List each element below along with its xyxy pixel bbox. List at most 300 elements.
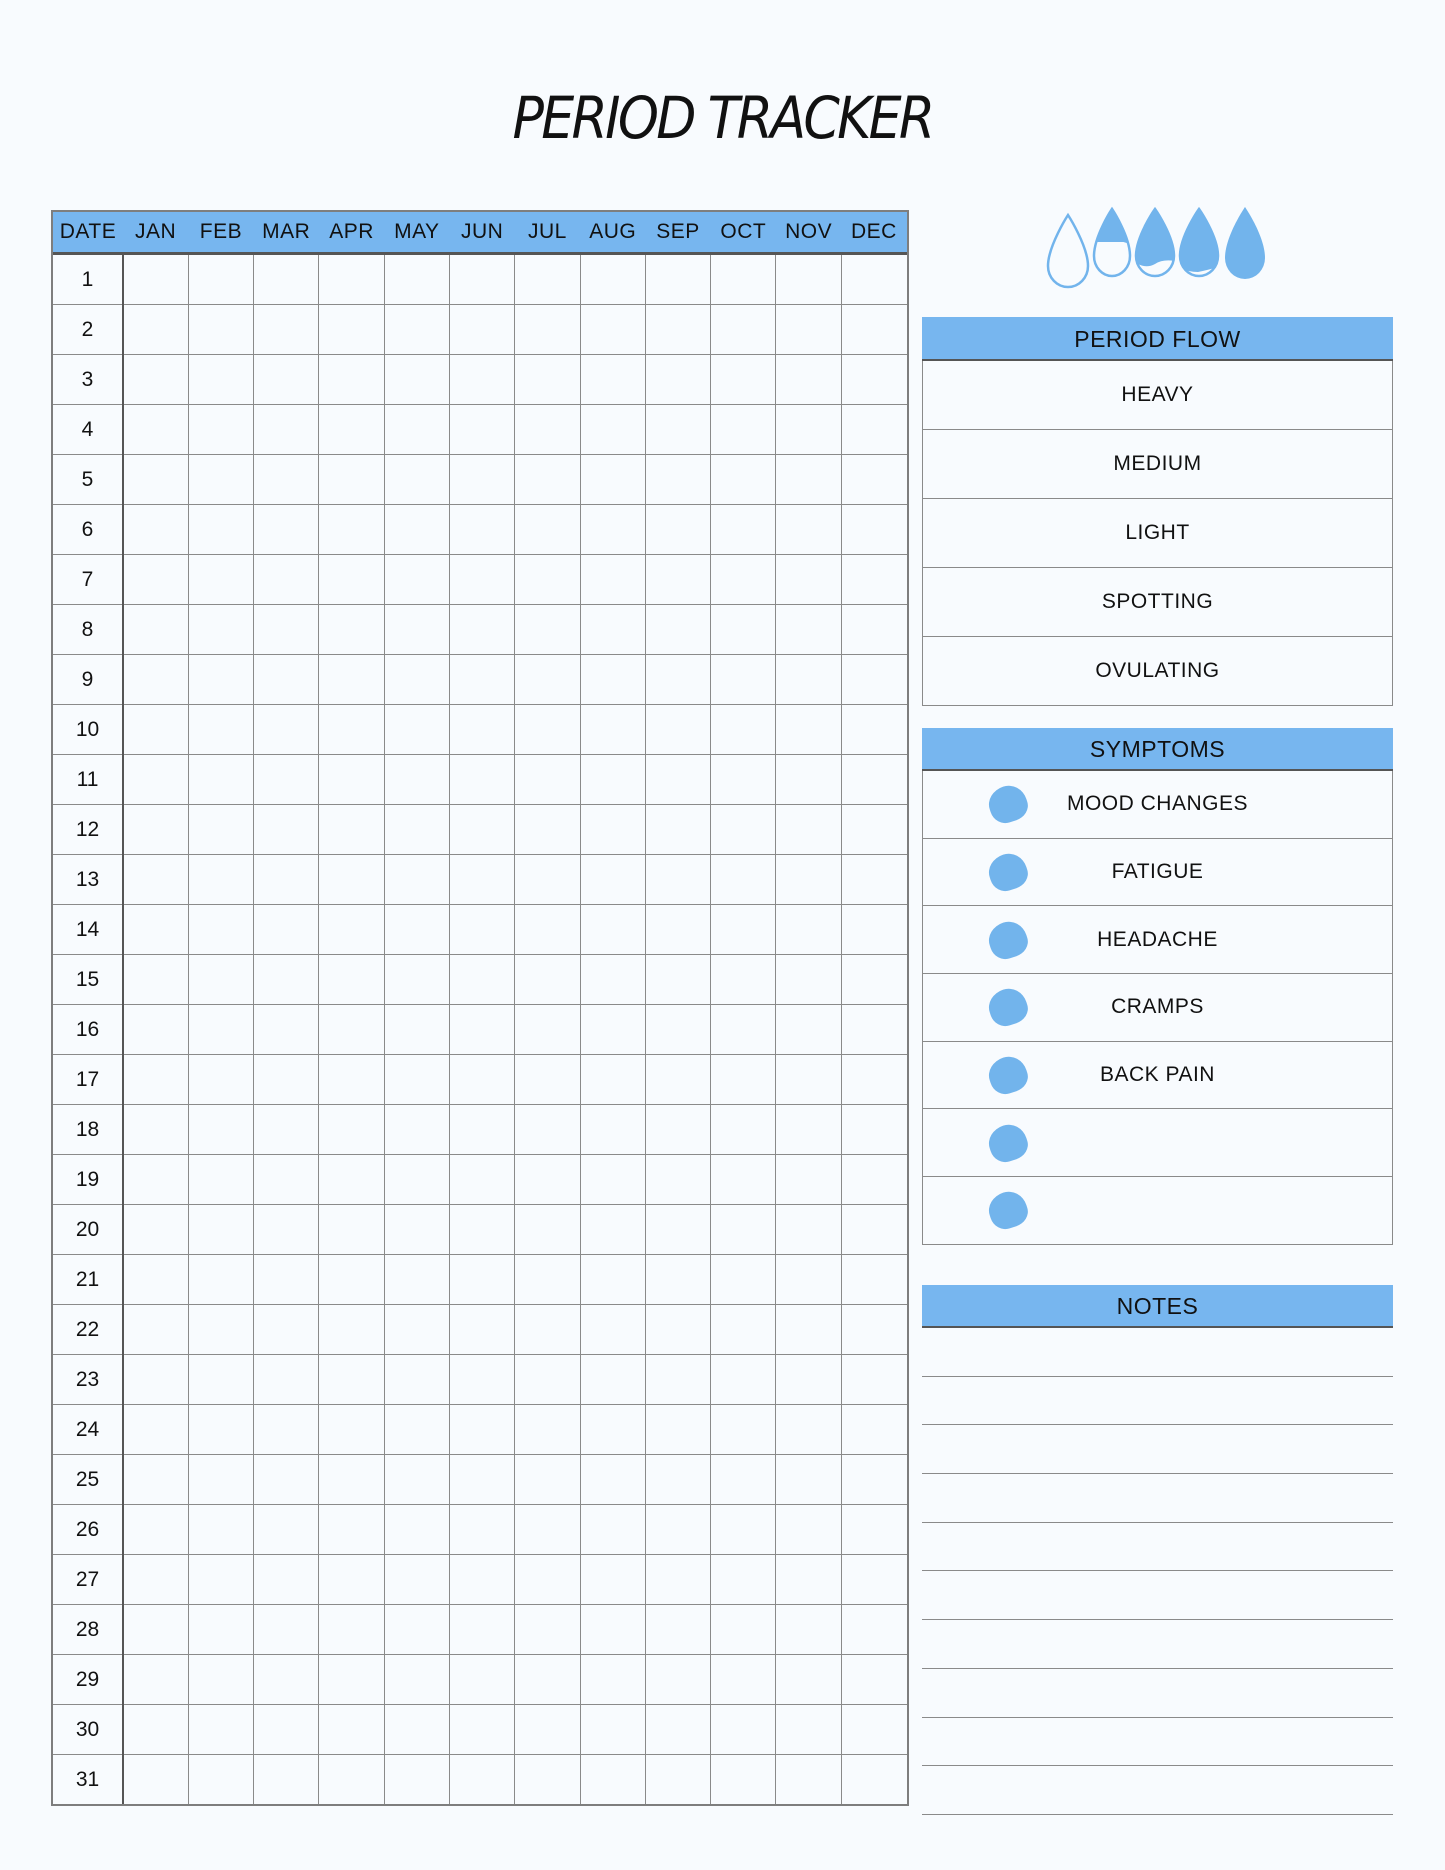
tracker-cell-feb[interactable] bbox=[188, 1655, 253, 1705]
tracker-cell-oct[interactable] bbox=[711, 1255, 776, 1305]
tracker-cell-nov[interactable] bbox=[776, 1605, 841, 1655]
tracker-cell-dec[interactable] bbox=[841, 955, 906, 1005]
tracker-cell-oct[interactable] bbox=[711, 505, 776, 555]
tracker-cell-jan[interactable] bbox=[123, 655, 188, 705]
tracker-cell-mar[interactable] bbox=[254, 555, 319, 605]
tracker-cell-may[interactable] bbox=[384, 1355, 449, 1405]
tracker-cell-oct[interactable] bbox=[711, 705, 776, 755]
tracker-cell-nov[interactable] bbox=[776, 405, 841, 455]
tracker-cell-jun[interactable] bbox=[449, 1005, 514, 1055]
tracker-cell-feb[interactable] bbox=[188, 1305, 253, 1355]
note-line[interactable] bbox=[922, 1620, 1393, 1669]
tracker-cell-oct[interactable] bbox=[711, 905, 776, 955]
tracker-cell-jun[interactable] bbox=[449, 1705, 514, 1755]
tracker-cell-feb[interactable] bbox=[188, 605, 253, 655]
tracker-cell-nov[interactable] bbox=[776, 305, 841, 355]
symptom-marker-icon[interactable] bbox=[984, 984, 1031, 1030]
tracker-cell-mar[interactable] bbox=[254, 305, 319, 355]
tracker-cell-jan[interactable] bbox=[123, 1605, 188, 1655]
tracker-cell-dec[interactable] bbox=[841, 355, 906, 405]
tracker-cell-mar[interactable] bbox=[254, 805, 319, 855]
tracker-cell-apr[interactable] bbox=[319, 505, 384, 555]
tracker-cell-aug[interactable] bbox=[580, 355, 645, 405]
tracker-cell-sep[interactable] bbox=[645, 405, 710, 455]
tracker-cell-jan[interactable] bbox=[123, 455, 188, 505]
tracker-cell-nov[interactable] bbox=[776, 1155, 841, 1205]
tracker-cell-sep[interactable] bbox=[645, 555, 710, 605]
tracker-cell-feb[interactable] bbox=[188, 505, 253, 555]
tracker-cell-aug[interactable] bbox=[580, 254, 645, 305]
tracker-cell-may[interactable] bbox=[384, 1155, 449, 1205]
tracker-cell-sep[interactable] bbox=[645, 254, 710, 305]
tracker-cell-dec[interactable] bbox=[841, 1455, 906, 1505]
tracker-cell-feb[interactable] bbox=[188, 1005, 253, 1055]
tracker-cell-dec[interactable] bbox=[841, 605, 906, 655]
tracker-cell-jul[interactable] bbox=[515, 555, 580, 605]
tracker-cell-sep[interactable] bbox=[645, 1705, 710, 1755]
tracker-cell-oct[interactable] bbox=[711, 1455, 776, 1505]
tracker-cell-apr[interactable] bbox=[319, 405, 384, 455]
tracker-cell-jul[interactable] bbox=[515, 1255, 580, 1305]
tracker-cell-dec[interactable] bbox=[841, 1505, 906, 1555]
tracker-cell-apr[interactable] bbox=[319, 1555, 384, 1605]
tracker-cell-oct[interactable] bbox=[711, 1705, 776, 1755]
tracker-cell-mar[interactable] bbox=[254, 1305, 319, 1355]
tracker-cell-jun[interactable] bbox=[449, 355, 514, 405]
tracker-cell-may[interactable] bbox=[384, 555, 449, 605]
tracker-cell-dec[interactable] bbox=[841, 1405, 906, 1455]
tracker-cell-mar[interactable] bbox=[254, 1705, 319, 1755]
tracker-cell-jan[interactable] bbox=[123, 1655, 188, 1705]
tracker-cell-jun[interactable] bbox=[449, 1655, 514, 1705]
tracker-cell-mar[interactable] bbox=[254, 1205, 319, 1255]
tracker-cell-may[interactable] bbox=[384, 1555, 449, 1605]
tracker-cell-mar[interactable] bbox=[254, 1455, 319, 1505]
tracker-cell-apr[interactable] bbox=[319, 1455, 384, 1505]
tracker-cell-jan[interactable] bbox=[123, 1255, 188, 1305]
tracker-cell-dec[interactable] bbox=[841, 505, 906, 555]
tracker-cell-jul[interactable] bbox=[515, 1355, 580, 1405]
tracker-cell-aug[interactable] bbox=[580, 1655, 645, 1705]
tracker-cell-may[interactable] bbox=[384, 855, 449, 905]
tracker-cell-may[interactable] bbox=[384, 505, 449, 555]
tracker-cell-jun[interactable] bbox=[449, 1055, 514, 1105]
tracker-cell-jul[interactable] bbox=[515, 905, 580, 955]
tracker-cell-aug[interactable] bbox=[580, 655, 645, 705]
tracker-cell-nov[interactable] bbox=[776, 805, 841, 855]
tracker-cell-apr[interactable] bbox=[319, 455, 384, 505]
tracker-cell-jul[interactable] bbox=[515, 1005, 580, 1055]
tracker-cell-jul[interactable] bbox=[515, 655, 580, 705]
tracker-cell-dec[interactable] bbox=[841, 705, 906, 755]
tracker-cell-mar[interactable] bbox=[254, 455, 319, 505]
tracker-cell-dec[interactable] bbox=[841, 655, 906, 705]
tracker-cell-feb[interactable] bbox=[188, 1555, 253, 1605]
tracker-cell-jun[interactable] bbox=[449, 1505, 514, 1555]
tracker-cell-jul[interactable] bbox=[515, 1705, 580, 1755]
tracker-cell-aug[interactable] bbox=[580, 1005, 645, 1055]
tracker-cell-apr[interactable] bbox=[319, 1205, 384, 1255]
tracker-cell-jun[interactable] bbox=[449, 254, 514, 305]
tracker-cell-nov[interactable] bbox=[776, 855, 841, 905]
tracker-cell-jul[interactable] bbox=[515, 1505, 580, 1555]
tracker-cell-mar[interactable] bbox=[254, 1755, 319, 1805]
tracker-cell-apr[interactable] bbox=[319, 1705, 384, 1755]
tracker-cell-may[interactable] bbox=[384, 705, 449, 755]
tracker-cell-apr[interactable] bbox=[319, 955, 384, 1005]
tracker-cell-sep[interactable] bbox=[645, 605, 710, 655]
tracker-cell-feb[interactable] bbox=[188, 1705, 253, 1755]
tracker-cell-jul[interactable] bbox=[515, 955, 580, 1005]
tracker-cell-nov[interactable] bbox=[776, 605, 841, 655]
tracker-cell-nov[interactable] bbox=[776, 1655, 841, 1705]
tracker-cell-jan[interactable] bbox=[123, 1305, 188, 1355]
tracker-cell-jan[interactable] bbox=[123, 405, 188, 455]
tracker-cell-feb[interactable] bbox=[188, 1155, 253, 1205]
tracker-cell-oct[interactable] bbox=[711, 605, 776, 655]
tracker-cell-aug[interactable] bbox=[580, 955, 645, 1005]
tracker-cell-jul[interactable] bbox=[515, 1655, 580, 1705]
tracker-cell-sep[interactable] bbox=[645, 1555, 710, 1605]
tracker-cell-mar[interactable] bbox=[254, 1555, 319, 1605]
tracker-cell-may[interactable] bbox=[384, 1755, 449, 1805]
tracker-cell-nov[interactable] bbox=[776, 1455, 841, 1505]
tracker-cell-apr[interactable] bbox=[319, 1155, 384, 1205]
tracker-cell-apr[interactable] bbox=[319, 605, 384, 655]
tracker-cell-jan[interactable] bbox=[123, 1005, 188, 1055]
tracker-cell-aug[interactable] bbox=[580, 405, 645, 455]
tracker-cell-feb[interactable] bbox=[188, 1205, 253, 1255]
tracker-cell-jun[interactable] bbox=[449, 1455, 514, 1505]
tracker-cell-jan[interactable] bbox=[123, 705, 188, 755]
tracker-cell-dec[interactable] bbox=[841, 1105, 906, 1155]
tracker-cell-may[interactable] bbox=[384, 955, 449, 1005]
tracker-cell-dec[interactable] bbox=[841, 1705, 906, 1755]
tracker-cell-oct[interactable] bbox=[711, 1055, 776, 1105]
tracker-cell-apr[interactable] bbox=[319, 1105, 384, 1155]
tracker-cell-aug[interactable] bbox=[580, 1055, 645, 1105]
tracker-cell-mar[interactable] bbox=[254, 505, 319, 555]
tracker-cell-jun[interactable] bbox=[449, 1355, 514, 1405]
tracker-cell-feb[interactable] bbox=[188, 705, 253, 755]
tracker-cell-feb[interactable] bbox=[188, 805, 253, 855]
tracker-cell-jul[interactable] bbox=[515, 855, 580, 905]
tracker-cell-apr[interactable] bbox=[319, 555, 384, 605]
tracker-cell-mar[interactable] bbox=[254, 1105, 319, 1155]
tracker-cell-feb[interactable] bbox=[188, 1755, 253, 1805]
tracker-cell-feb[interactable] bbox=[188, 305, 253, 355]
tracker-cell-jan[interactable] bbox=[123, 1455, 188, 1505]
tracker-cell-jan[interactable] bbox=[123, 505, 188, 555]
tracker-cell-sep[interactable] bbox=[645, 1355, 710, 1405]
tracker-cell-feb[interactable] bbox=[188, 355, 253, 405]
tracker-cell-oct[interactable] bbox=[711, 805, 776, 855]
tracker-cell-nov[interactable] bbox=[776, 1055, 841, 1105]
tracker-cell-dec[interactable] bbox=[841, 855, 906, 905]
tracker-cell-dec[interactable] bbox=[841, 755, 906, 805]
tracker-cell-may[interactable] bbox=[384, 755, 449, 805]
tracker-cell-mar[interactable] bbox=[254, 405, 319, 455]
tracker-cell-sep[interactable] bbox=[645, 655, 710, 705]
tracker-cell-aug[interactable] bbox=[580, 1405, 645, 1455]
tracker-cell-mar[interactable] bbox=[254, 1405, 319, 1455]
tracker-cell-aug[interactable] bbox=[580, 1705, 645, 1755]
note-line[interactable] bbox=[922, 1669, 1393, 1718]
tracker-cell-sep[interactable] bbox=[645, 1205, 710, 1255]
tracker-cell-oct[interactable] bbox=[711, 405, 776, 455]
tracker-cell-apr[interactable] bbox=[319, 705, 384, 755]
tracker-cell-mar[interactable] bbox=[254, 955, 319, 1005]
tracker-cell-may[interactable] bbox=[384, 1205, 449, 1255]
tracker-cell-jan[interactable] bbox=[123, 1405, 188, 1455]
tracker-cell-dec[interactable] bbox=[841, 805, 906, 855]
tracker-cell-feb[interactable] bbox=[188, 1405, 253, 1455]
tracker-cell-may[interactable] bbox=[384, 455, 449, 505]
tracker-cell-feb[interactable] bbox=[188, 254, 253, 305]
tracker-cell-sep[interactable] bbox=[645, 1655, 710, 1705]
tracker-cell-sep[interactable] bbox=[645, 1605, 710, 1655]
tracker-cell-oct[interactable] bbox=[711, 655, 776, 705]
tracker-cell-sep[interactable] bbox=[645, 905, 710, 955]
tracker-cell-dec[interactable] bbox=[841, 1555, 906, 1605]
tracker-cell-may[interactable] bbox=[384, 1505, 449, 1555]
tracker-cell-mar[interactable] bbox=[254, 755, 319, 805]
tracker-cell-nov[interactable] bbox=[776, 254, 841, 305]
tracker-cell-jul[interactable] bbox=[515, 305, 580, 355]
tracker-cell-aug[interactable] bbox=[580, 1105, 645, 1155]
tracker-cell-aug[interactable] bbox=[580, 555, 645, 605]
tracker-cell-mar[interactable] bbox=[254, 1355, 319, 1405]
tracker-cell-dec[interactable] bbox=[841, 1605, 906, 1655]
tracker-cell-nov[interactable] bbox=[776, 1105, 841, 1155]
tracker-cell-jul[interactable] bbox=[515, 1155, 580, 1205]
tracker-cell-aug[interactable] bbox=[580, 1205, 645, 1255]
tracker-cell-may[interactable] bbox=[384, 405, 449, 455]
tracker-cell-may[interactable] bbox=[384, 254, 449, 305]
tracker-cell-may[interactable] bbox=[384, 1305, 449, 1355]
tracker-cell-oct[interactable] bbox=[711, 555, 776, 605]
tracker-cell-aug[interactable] bbox=[580, 1755, 645, 1805]
tracker-cell-jan[interactable] bbox=[123, 254, 188, 305]
tracker-cell-mar[interactable] bbox=[254, 1505, 319, 1555]
tracker-cell-may[interactable] bbox=[384, 1405, 449, 1455]
tracker-cell-aug[interactable] bbox=[580, 1155, 645, 1205]
note-line[interactable] bbox=[922, 1523, 1393, 1572]
tracker-cell-oct[interactable] bbox=[711, 1505, 776, 1555]
tracker-cell-oct[interactable] bbox=[711, 1355, 776, 1405]
tracker-cell-may[interactable] bbox=[384, 805, 449, 855]
tracker-cell-sep[interactable] bbox=[645, 755, 710, 805]
tracker-cell-jul[interactable] bbox=[515, 755, 580, 805]
tracker-cell-nov[interactable] bbox=[776, 1255, 841, 1305]
tracker-cell-feb[interactable] bbox=[188, 905, 253, 955]
tracker-cell-mar[interactable] bbox=[254, 705, 319, 755]
tracker-cell-oct[interactable] bbox=[711, 355, 776, 405]
tracker-cell-may[interactable] bbox=[384, 1055, 449, 1105]
tracker-cell-aug[interactable] bbox=[580, 305, 645, 355]
tracker-cell-nov[interactable] bbox=[776, 955, 841, 1005]
tracker-cell-dec[interactable] bbox=[841, 1355, 906, 1405]
tracker-cell-jul[interactable] bbox=[515, 1405, 580, 1455]
tracker-cell-feb[interactable] bbox=[188, 1105, 253, 1155]
tracker-cell-sep[interactable] bbox=[645, 1255, 710, 1305]
tracker-cell-dec[interactable] bbox=[841, 1255, 906, 1305]
tracker-cell-jul[interactable] bbox=[515, 1605, 580, 1655]
tracker-cell-aug[interactable] bbox=[580, 605, 645, 655]
tracker-cell-apr[interactable] bbox=[319, 1055, 384, 1105]
tracker-cell-sep[interactable] bbox=[645, 355, 710, 405]
tracker-cell-may[interactable] bbox=[384, 1705, 449, 1755]
tracker-cell-apr[interactable] bbox=[319, 755, 384, 805]
tracker-cell-apr[interactable] bbox=[319, 1605, 384, 1655]
tracker-cell-sep[interactable] bbox=[645, 1155, 710, 1205]
tracker-cell-mar[interactable] bbox=[254, 605, 319, 655]
tracker-cell-jun[interactable] bbox=[449, 305, 514, 355]
tracker-cell-jul[interactable] bbox=[515, 1555, 580, 1605]
tracker-cell-jul[interactable] bbox=[515, 1055, 580, 1105]
tracker-cell-jun[interactable] bbox=[449, 1155, 514, 1205]
note-line[interactable] bbox=[922, 1425, 1393, 1474]
tracker-cell-nov[interactable] bbox=[776, 1355, 841, 1405]
tracker-cell-nov[interactable] bbox=[776, 1755, 841, 1805]
tracker-cell-mar[interactable] bbox=[254, 855, 319, 905]
tracker-cell-jan[interactable] bbox=[123, 605, 188, 655]
tracker-cell-may[interactable] bbox=[384, 1105, 449, 1155]
tracker-cell-apr[interactable] bbox=[319, 1005, 384, 1055]
tracker-cell-oct[interactable] bbox=[711, 1105, 776, 1155]
tracker-cell-aug[interactable] bbox=[580, 805, 645, 855]
tracker-cell-mar[interactable] bbox=[254, 655, 319, 705]
tracker-cell-apr[interactable] bbox=[319, 655, 384, 705]
tracker-cell-nov[interactable] bbox=[776, 1305, 841, 1355]
tracker-cell-apr[interactable] bbox=[319, 1505, 384, 1555]
tracker-cell-feb[interactable] bbox=[188, 1255, 253, 1305]
tracker-cell-apr[interactable] bbox=[319, 1255, 384, 1305]
tracker-cell-oct[interactable] bbox=[711, 455, 776, 505]
tracker-cell-jun[interactable] bbox=[449, 655, 514, 705]
tracker-cell-jul[interactable] bbox=[515, 1205, 580, 1255]
tracker-cell-jan[interactable] bbox=[123, 955, 188, 1005]
tracker-cell-oct[interactable] bbox=[711, 1755, 776, 1805]
note-line[interactable] bbox=[922, 1766, 1393, 1815]
tracker-cell-jul[interactable] bbox=[515, 1305, 580, 1355]
tracker-cell-jun[interactable] bbox=[449, 1255, 514, 1305]
tracker-cell-dec[interactable] bbox=[841, 305, 906, 355]
tracker-cell-oct[interactable] bbox=[711, 254, 776, 305]
tracker-cell-dec[interactable] bbox=[841, 1305, 906, 1355]
tracker-cell-aug[interactable] bbox=[580, 455, 645, 505]
tracker-cell-jun[interactable] bbox=[449, 1405, 514, 1455]
tracker-cell-jun[interactable] bbox=[449, 455, 514, 505]
tracker-cell-mar[interactable] bbox=[254, 1005, 319, 1055]
tracker-cell-jan[interactable] bbox=[123, 1155, 188, 1205]
tracker-cell-aug[interactable] bbox=[580, 1555, 645, 1605]
tracker-cell-feb[interactable] bbox=[188, 1355, 253, 1405]
tracker-cell-oct[interactable] bbox=[711, 1605, 776, 1655]
tracker-cell-jul[interactable] bbox=[515, 1455, 580, 1505]
tracker-cell-jun[interactable] bbox=[449, 805, 514, 855]
tracker-cell-feb[interactable] bbox=[188, 1455, 253, 1505]
tracker-cell-feb[interactable] bbox=[188, 955, 253, 1005]
tracker-cell-feb[interactable] bbox=[188, 855, 253, 905]
tracker-cell-jan[interactable] bbox=[123, 1055, 188, 1105]
tracker-cell-may[interactable] bbox=[384, 1655, 449, 1705]
tracker-cell-nov[interactable] bbox=[776, 1505, 841, 1555]
tracker-cell-oct[interactable] bbox=[711, 1305, 776, 1355]
tracker-cell-nov[interactable] bbox=[776, 1705, 841, 1755]
tracker-cell-jun[interactable] bbox=[449, 1605, 514, 1655]
tracker-cell-feb[interactable] bbox=[188, 405, 253, 455]
note-line[interactable] bbox=[922, 1571, 1393, 1620]
tracker-cell-aug[interactable] bbox=[580, 1505, 645, 1555]
tracker-cell-sep[interactable] bbox=[645, 455, 710, 505]
tracker-cell-jul[interactable] bbox=[515, 805, 580, 855]
tracker-cell-jan[interactable] bbox=[123, 305, 188, 355]
tracker-cell-aug[interactable] bbox=[580, 1305, 645, 1355]
tracker-cell-oct[interactable] bbox=[711, 1655, 776, 1705]
tracker-cell-jul[interactable] bbox=[515, 605, 580, 655]
tracker-cell-jun[interactable] bbox=[449, 605, 514, 655]
tracker-cell-nov[interactable] bbox=[776, 905, 841, 955]
tracker-cell-oct[interactable] bbox=[711, 1005, 776, 1055]
tracker-cell-jan[interactable] bbox=[123, 1505, 188, 1555]
tracker-cell-dec[interactable] bbox=[841, 1005, 906, 1055]
tracker-cell-aug[interactable] bbox=[580, 1455, 645, 1505]
tracker-cell-apr[interactable] bbox=[319, 1355, 384, 1405]
tracker-cell-jan[interactable] bbox=[123, 1555, 188, 1605]
tracker-cell-jan[interactable] bbox=[123, 1755, 188, 1805]
tracker-cell-jun[interactable] bbox=[449, 1555, 514, 1605]
tracker-cell-oct[interactable] bbox=[711, 755, 776, 805]
tracker-cell-jan[interactable] bbox=[123, 1705, 188, 1755]
tracker-cell-jun[interactable] bbox=[449, 905, 514, 955]
tracker-cell-mar[interactable] bbox=[254, 355, 319, 405]
tracker-cell-apr[interactable] bbox=[319, 355, 384, 405]
tracker-cell-nov[interactable] bbox=[776, 655, 841, 705]
tracker-cell-apr[interactable] bbox=[319, 1655, 384, 1705]
tracker-cell-nov[interactable] bbox=[776, 1555, 841, 1605]
tracker-cell-may[interactable] bbox=[384, 1005, 449, 1055]
tracker-cell-feb[interactable] bbox=[188, 755, 253, 805]
tracker-cell-jan[interactable] bbox=[123, 1105, 188, 1155]
tracker-cell-dec[interactable] bbox=[841, 1205, 906, 1255]
tracker-cell-aug[interactable] bbox=[580, 705, 645, 755]
tracker-cell-jul[interactable] bbox=[515, 455, 580, 505]
tracker-cell-aug[interactable] bbox=[580, 1605, 645, 1655]
tracker-cell-aug[interactable] bbox=[580, 855, 645, 905]
tracker-cell-dec[interactable] bbox=[841, 555, 906, 605]
tracker-cell-dec[interactable] bbox=[841, 254, 906, 305]
tracker-cell-jan[interactable] bbox=[123, 905, 188, 955]
tracker-cell-sep[interactable] bbox=[645, 855, 710, 905]
tracker-cell-oct[interactable] bbox=[711, 1405, 776, 1455]
tracker-cell-jul[interactable] bbox=[515, 505, 580, 555]
tracker-cell-may[interactable] bbox=[384, 905, 449, 955]
tracker-cell-dec[interactable] bbox=[841, 1055, 906, 1105]
tracker-cell-jun[interactable] bbox=[449, 755, 514, 805]
symptom-marker-icon[interactable] bbox=[984, 781, 1031, 827]
tracker-cell-mar[interactable] bbox=[254, 905, 319, 955]
tracker-cell-jul[interactable] bbox=[515, 254, 580, 305]
tracker-cell-nov[interactable] bbox=[776, 1205, 841, 1255]
tracker-cell-may[interactable] bbox=[384, 1255, 449, 1305]
tracker-cell-jul[interactable] bbox=[515, 1105, 580, 1155]
tracker-cell-dec[interactable] bbox=[841, 1755, 906, 1805]
tracker-cell-mar[interactable] bbox=[254, 1155, 319, 1205]
note-line[interactable] bbox=[922, 1328, 1393, 1377]
tracker-cell-oct[interactable] bbox=[711, 855, 776, 905]
tracker-cell-feb[interactable] bbox=[188, 1505, 253, 1555]
